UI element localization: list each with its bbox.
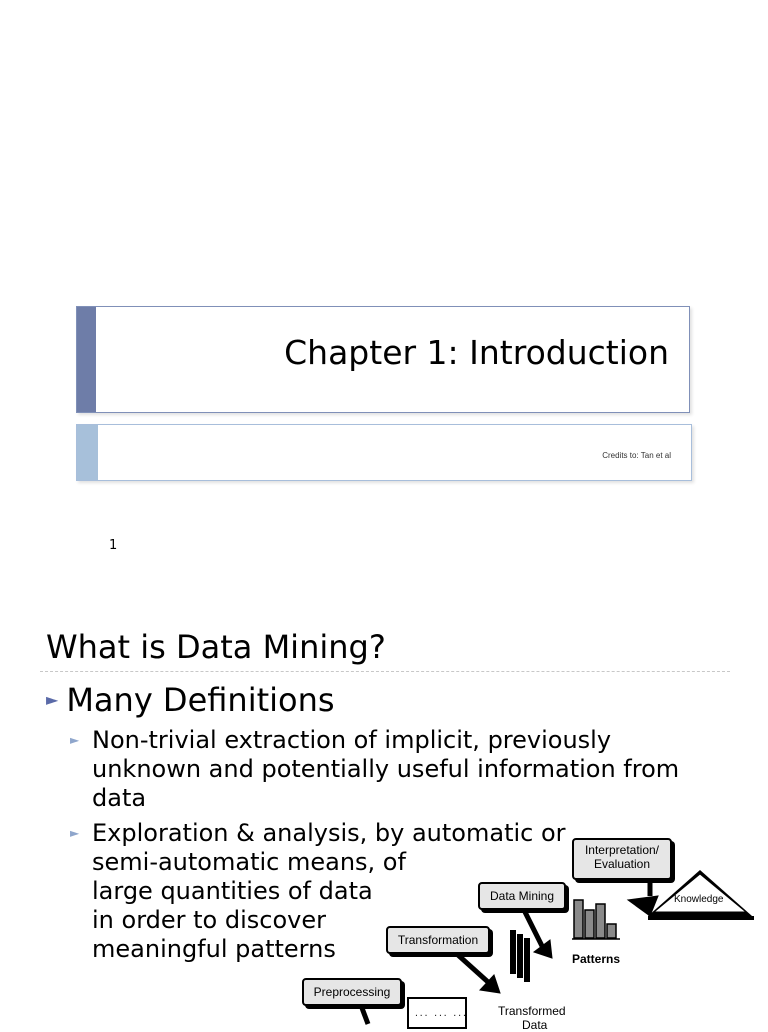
stage-interpretation-evaluation: [572, 838, 672, 880]
title-accent-bar: [77, 307, 96, 412]
credits-box: [76, 424, 692, 481]
slide-title: Chapter 1: Introduction: [284, 333, 669, 372]
sub-bullet-2-line: semi-automatic means, of: [92, 848, 406, 876]
transformed-data-icon: [510, 930, 530, 982]
knowledge-label: Knowledge: [674, 894, 724, 905]
bullet-triangle-icon: ►: [46, 690, 59, 709]
sub-bullet-triangle-icon: ►: [70, 733, 80, 747]
slide2-title: What is Data Mining?: [46, 628, 386, 666]
preprocessed-data-icon: [408, 998, 467, 1028]
patterns-icon: [572, 900, 620, 939]
credits-accent-bar: [77, 425, 98, 480]
bullet-many-definitions: [46, 681, 335, 719]
stage-data-mining: Data Mining: [478, 882, 566, 910]
sub-bullet-2-line: large quantities of data: [92, 877, 373, 905]
sub-bullet-1-line: Non-trivial extraction of implicit, previously: [92, 726, 612, 754]
stage-transformation: Transformation: [386, 926, 490, 954]
stage-preprocessing: Preprocessing: [302, 978, 402, 1006]
sub-bullet-1-line: unknown and potentially useful information from: [92, 755, 680, 783]
page-number: 1: [109, 538, 118, 553]
stage-interpretation-label: Interpretation/: [584, 843, 660, 857]
title-slide-box: [76, 306, 690, 413]
kdd-process-diagram: [280, 830, 768, 1032]
bullet-text: Many Definitions: [66, 681, 335, 719]
patterns-label: Patterns: [572, 952, 621, 966]
svg-text:... ... ...: ... ... ...: [414, 1010, 467, 1019]
stage-evaluation-label: Evaluation: [593, 857, 651, 871]
title-divider: [40, 671, 730, 672]
transformed-label: Transformed: [498, 1004, 566, 1018]
sub-bullet-1: [92, 726, 679, 813]
credits-text: Credits to: Tan et al: [602, 451, 671, 460]
sub-bullet-2-line: in order to discover: [92, 906, 326, 934]
transformed-data-label: Data: [522, 1018, 548, 1032]
sub-bullet-2-line: Exploration & analysis, by automatic or: [92, 819, 566, 847]
sub-bullet-2-line: meaningful patterns: [92, 935, 336, 963]
sub-bullet-triangle-icon: ►: [70, 826, 80, 840]
sub-bullet-1-line: data: [92, 784, 147, 812]
